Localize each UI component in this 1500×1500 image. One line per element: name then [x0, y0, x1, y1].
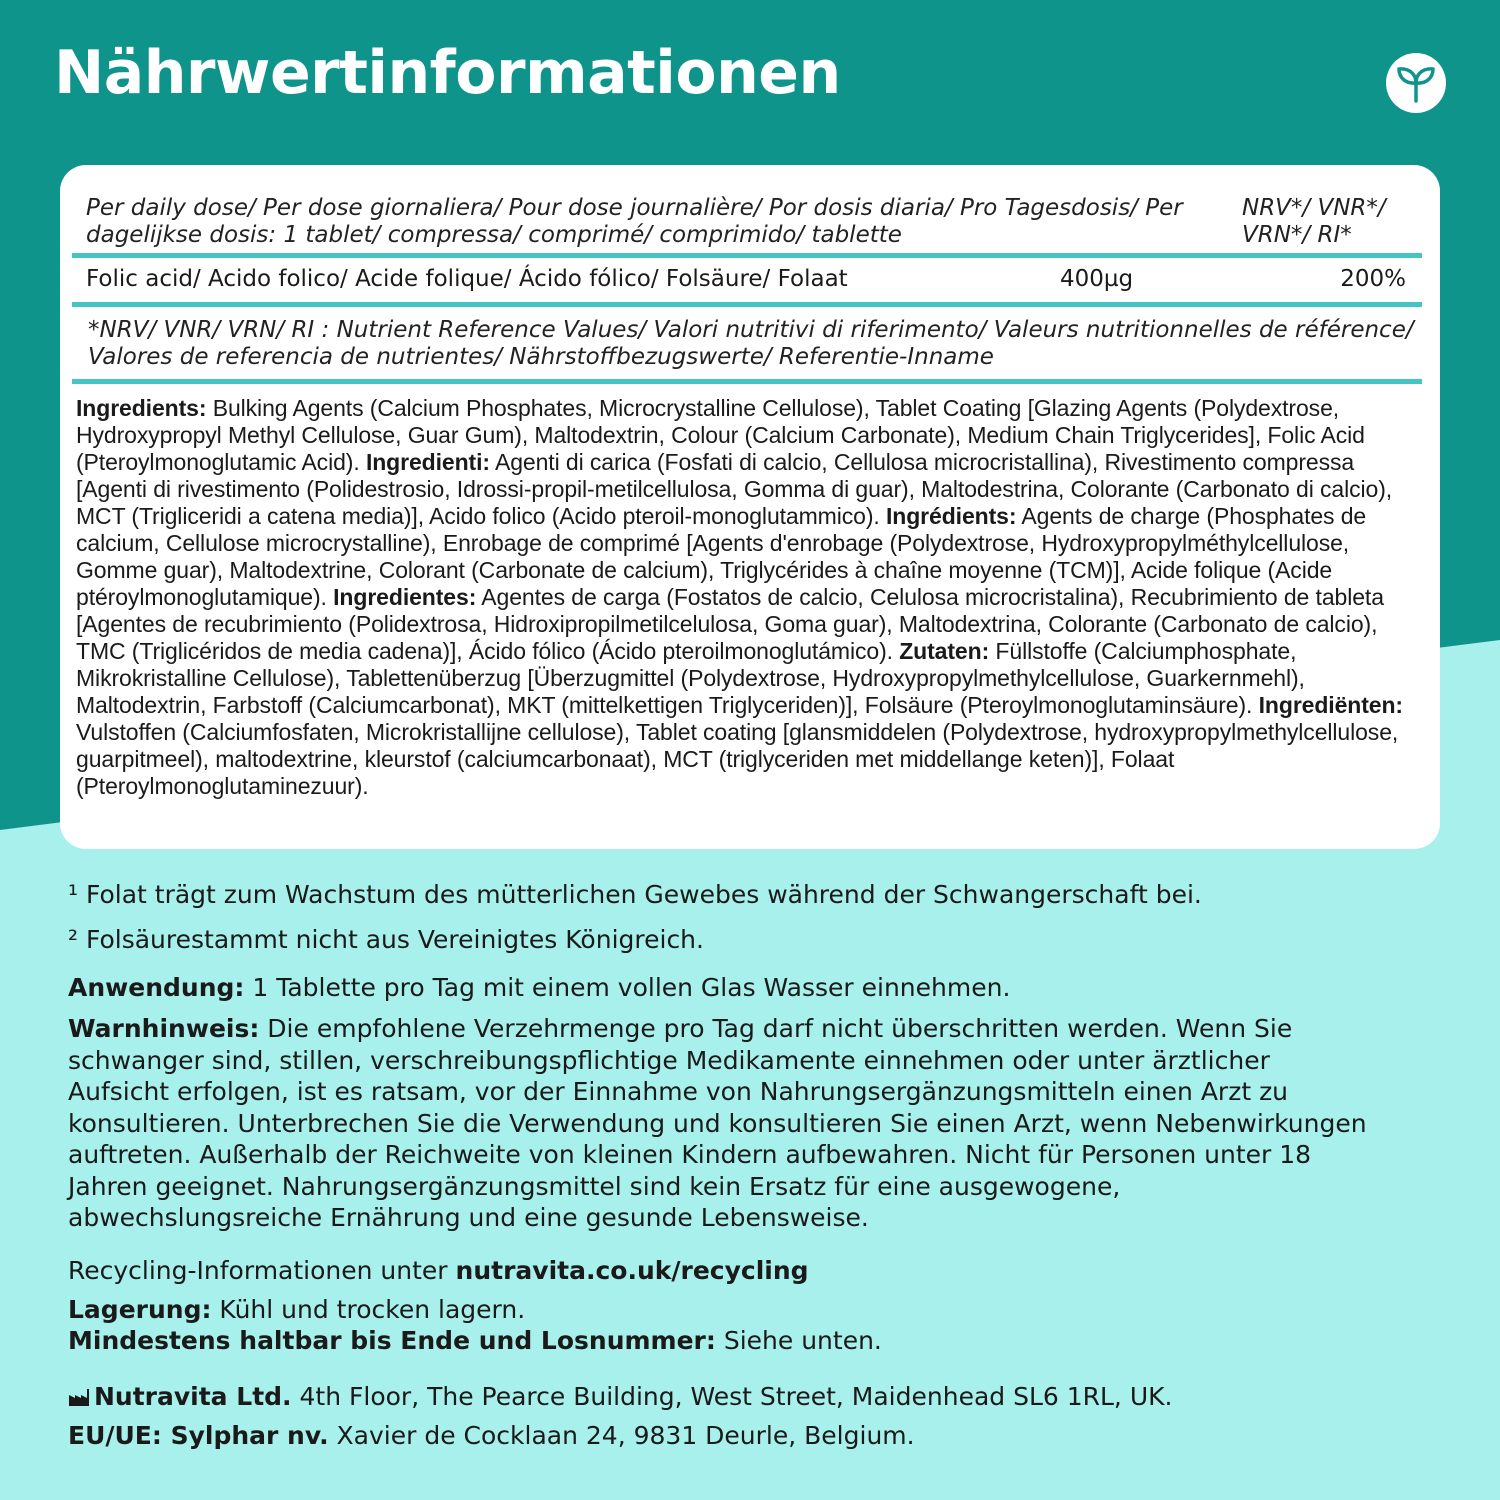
factory-icon	[68, 1383, 90, 1401]
nrv-footnote: *NRV/ VNR/ VRN/ RI : Nutrient Reference Values/ Valori nutritivi di riferimento/ Valeurs nutritionnelles de référence/ Valores de referencia de nutrientes/ Nährstoffbezugswerte/ Referentie-Inname	[88, 317, 1414, 370]
manufacturer-text	[68, 1382, 1448, 1411]
nrv-header: NRV*/ VNR*/ VRN*/ RI*	[1242, 195, 1386, 248]
eu-body: Xavier de Cocklaan 24, 9831 Deurle, Belgium.	[328, 1421, 915, 1450]
best-before-label: Mindestens haltbar bis Ende und Losnummer:	[68, 1326, 716, 1355]
ingredients-text-fr: Agents de charge (Phosphates de calcium, Cellulose microcrystalline), Enrobage de comprimé [Agents d'enrobage (Polydextrose, Hydroxypropylméthylcellulose, Gomme guar), Maltodextrine, Colorant (Carbonate de calcium), Triglycérides à chaîne moyenne (TCM)], Acide folique (Acide ptéroylmonoglutamique).	[76, 503, 1367, 610]
nutrient-amount: 400µg	[1060, 266, 1134, 292]
usage-text	[68, 973, 1448, 1002]
eu-address-text	[68, 1421, 1448, 1450]
ingredients-text-es: Agentes de carga (Fostatos de calcio, Celulosa microcristalina), Recubrimiento de tableta [Agentes de recubrimiento (Polidextrosa, Hidroxipropilmetilcelulosa, Goma guar), Maltodextrina, Colorante (Carbonato de calcio), TMC (Triglicéridos de media cadena)], Ácido fólico (Ácido pteroilmonoglutámico).	[76, 584, 1384, 664]
best-before-text	[68, 1326, 1448, 1355]
manufacturer-label: Nutravita Ltd.	[94, 1382, 292, 1411]
warning-text	[68, 1013, 1368, 1234]
eu-label: EU/UE: Sylphar nv.	[68, 1421, 329, 1450]
storage-body: Kühl und trocken lagern.	[211, 1295, 526, 1324]
ingredients-label-en: Ingredients:	[76, 395, 207, 421]
ingredients-text-en: Bulking Agents (Calcium Phosphates, Microcrystalline Cellulose), Tablet Coating [Glazing Agents (Polydextrose, Hydroxypropyl Methyl Cellulose, Guar Gum), Maltodextrin, Colour (Calcium Carbonate), Medium Chain Triglycerides], Folic Acid (Pteroylmonoglutamic Acid).	[76, 395, 1365, 475]
table-divider	[72, 302, 1422, 307]
ingredients-label-es: Ingredientes:	[333, 584, 477, 610]
ingredients-text-it: Agenti di carica (Fosfati di calcio, Cellulosa microcristallina), Rivestimento compressa [Agenti di rivestimento (Polidestrosio, Idrossi-propil-metilcellulosa, Gomma di guar), Maltodestrina, Colorante (Carbonato di calcio), MCT (Trigliceridi a catena media)], Acido folico (Acido pteroil-monoglutammico).	[76, 449, 1393, 529]
recycling-link[interactable]: nutravita.co.uk/recycling	[455, 1256, 809, 1285]
manufacturer-body: 4th Floor, The Pearce Building, West Street, Maidenhead SL6 1RL, UK.	[291, 1382, 1173, 1411]
nutrition-card	[60, 165, 1440, 849]
recycling-body: Recycling-Informationen unter	[68, 1256, 456, 1285]
ingredients-text-de: Füllstoffe (Calciumphosphate, Mikrokristalline Cellulose), Tablettenüberzug [Überzugmittel (Polydextrose, Hydroxypropylmethylcellulose, Guarkernmehl), Maltodextrin, Farbstoff (Calciumcarbonat), MKT (mittelkettigen Triglyceriden)], Folsäure (Pteroylmonoglutaminsäure).	[76, 638, 1305, 718]
nutrient-name: Folic acid/ Acido folico/ Acide folique/ Ácido fólico/ Folsäure/ Folaat	[86, 266, 848, 292]
leaf-icon	[1386, 53, 1446, 113]
dose-header: Per daily dose/ Per dose giornaliera/ Pour dose journalière/ Por dosis diaria/ Pro Tagesdosis/ Per dagelijkse dosis: 1 tablet/ compressa/ comprimé/ comprimido/ tablette	[86, 195, 1183, 248]
ingredients-label-nl: Ingrediënten:	[1258, 692, 1403, 718]
ingredients-label-fr: Ingrédients:	[885, 503, 1017, 529]
page-title: Nährwertinformationen	[54, 38, 841, 108]
table-divider	[72, 379, 1422, 384]
recycling-text	[68, 1256, 1448, 1285]
storage-text	[68, 1295, 1448, 1324]
warning-body: Die empfohlene Verzehrmenge pro Tag darf nicht überschritten werden. Wenn Sie schwanger sind, stillen, verschreibungspflichtige Medikamente einnehmen oder unter ärztlicher Aufsicht erfolgen, ist es ratsam, vor der Einnahme von Nahrungsergänzungsmitteln einen Arzt zu konsultieren. Unterbrechen Sie die Verwendung und konsultieren Sie einen Arzt, wenn Nebenwirkungen auftreten. Außerhalb der Reichweite von kleinen Kindern aufbewahren. Nicht für Personen unter 18 Jahren geeignet. Nahrungsergänzungsmittel sind kein Ersatz für eine ausgewogene, abwechslungsreiche Ernährung und eine gesunde Lebensweise.	[68, 1014, 1367, 1232]
warning-label: Warnhinweis:	[68, 1014, 260, 1043]
best-before-body: Siehe unten.	[715, 1326, 882, 1355]
usage-label: Anwendung:	[68, 973, 245, 1002]
ingredients-block	[76, 395, 1426, 800]
ingredients-label-de: Zutaten:	[899, 638, 990, 664]
table-divider	[72, 253, 1422, 258]
ingredients-label-it: Ingredienti:	[365, 449, 490, 475]
ingredients-text-nl: Vulstoffen (Calciumfosfaten, Microkristallijne cellulose), Tablet coating [glansmiddelen (Polydextrose, hydroxypropylmethylcellulose, guarpitmeel), maltodextrine, kleurstof (calciumcarbonaat), MCT (triglyceriden met middellange keten)], Folaat (Pteroylmonoglutaminezuur).	[76, 719, 1399, 799]
footnote-1: ¹ Folat trägt zum Wachstum des mütterlichen Gewebes während der Schwangerschaft bei.	[68, 880, 1202, 909]
footnote-2: ² Folsäurestammt nicht aus Vereinigtes Königreich.	[68, 925, 704, 954]
storage-label: Lagerung:	[68, 1295, 212, 1324]
usage-body: 1 Tablette pro Tag mit einem vollen Glas Wasser einnehmen.	[244, 973, 1011, 1002]
nutrient-nrv: 200%	[1340, 266, 1406, 292]
